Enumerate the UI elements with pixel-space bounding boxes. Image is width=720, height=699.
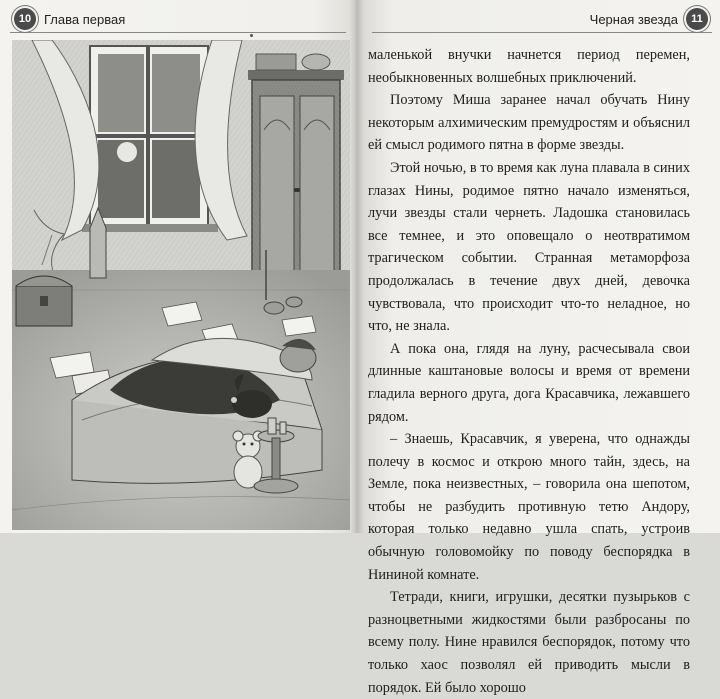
chest bbox=[16, 276, 72, 326]
left-page-header bbox=[10, 8, 346, 33]
right-chapter-title: Черная звезда bbox=[589, 12, 678, 27]
left-page-number: 10 bbox=[14, 8, 36, 30]
paragraph-continuation: маленькой внучки начнется период перемен, необыкновенных волшебных приключений. bbox=[368, 47, 690, 86]
header-ornament bbox=[250, 34, 253, 37]
paragraph: Поэтому Миша заранее начал обучать Нину некоторым алхимическим премудростям и объяснил ей смысл родимого пятна в форме звезды. bbox=[368, 92, 690, 154]
paragraph: А пока она, глядя на луну, расчесывала свои длинные каштановые волосы и время от времени гладила верного друга, догa Красавчика, лежавшего рядом. bbox=[368, 340, 690, 425]
main-text bbox=[368, 44, 690, 699]
right-page-number: 11 bbox=[686, 8, 708, 30]
left-chapter-title: Глава первая bbox=[44, 12, 126, 27]
paragraph: – Знаешь, Красавчик, я уверена, что однажды полечу в космос и открою много тайн, здесь, на Земле, пока неизвестных, – говорила она шепотом, чтобы не разбудить противную тетю Андору, которая только недавно ушла спать, устроив обычную головомойку по поводу беспорядка в Нининой комнате. bbox=[368, 431, 690, 583]
moon bbox=[117, 142, 137, 162]
book-gutter bbox=[350, 0, 364, 533]
paragraph: Тетради, книги, игрушки, десятки пузырьков с разноцветными жидкостями были разбросаны по всему полу. Нине нравился беспорядок, потому что только хаос позволял ей приводить мысли в порядок. Ей было хорошо bbox=[368, 589, 690, 696]
paragraph: Этой ночью, в то время как луна плавала в синих глазах Нины, родимое пятно начало изменяться, лучи звезды стали чернеть. Ладошка становилась все темнее, и это оповещало о неотвратимом трагическом событии. Странная метаморфоза продолжалась в течение двух дней, девочка чувствовала, что происходит что-то неладное, но что, не знала. bbox=[368, 159, 690, 335]
bedroom-illustration bbox=[12, 40, 350, 530]
right-page-header bbox=[372, 8, 712, 33]
